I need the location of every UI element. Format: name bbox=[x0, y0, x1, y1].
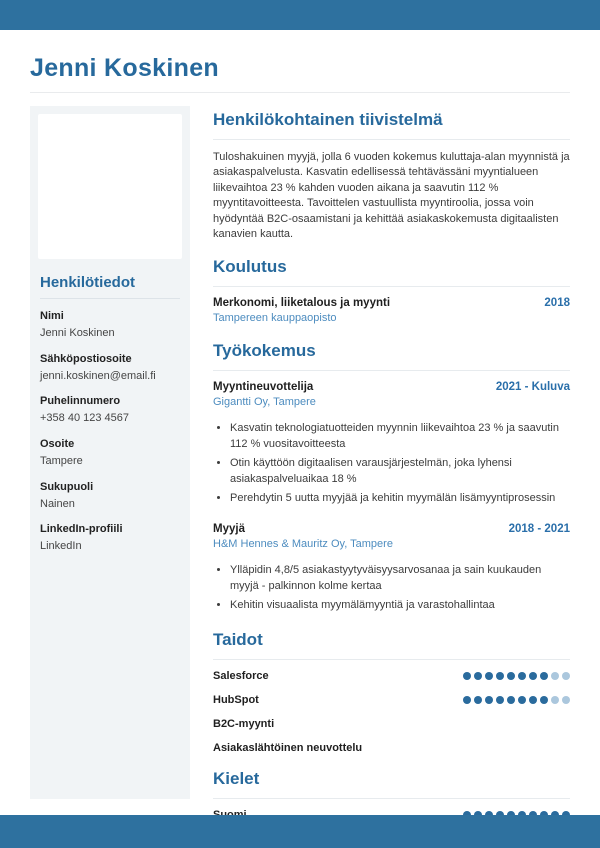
skill-level-dot bbox=[485, 672, 493, 680]
contact-field-label: LinkedIn-profiili bbox=[40, 523, 123, 536]
contact-field-value: +358 40 123 4567 bbox=[40, 412, 130, 425]
contact-field-gender bbox=[40, 480, 180, 512]
skill-level-dot bbox=[474, 696, 482, 704]
skill-level-dot bbox=[551, 696, 559, 704]
experience-entry-head bbox=[213, 381, 570, 393]
skill-dots bbox=[463, 696, 570, 704]
section-title-summary: Henkilökohtainen tiivistelmä bbox=[213, 110, 570, 140]
job-title: Myyjä bbox=[213, 523, 245, 536]
skill-level-dot bbox=[474, 672, 482, 680]
section-experience bbox=[213, 341, 570, 613]
section-title-experience: Työkokemus bbox=[213, 341, 570, 371]
section-title-education: Koulutus bbox=[213, 257, 570, 287]
skill-level-dot bbox=[540, 672, 548, 680]
skill-level-dot bbox=[496, 696, 504, 704]
skill-name: B2C-myynti bbox=[213, 718, 275, 731]
job-bullet: • Kehitin visuaalista myymälämyyntiä ja varastohallintaa bbox=[230, 598, 570, 613]
education-entry-head bbox=[213, 297, 570, 309]
education-date: 2018 bbox=[544, 297, 570, 310]
skill-level-dot bbox=[463, 672, 471, 680]
company-name: Gigantti Oy, Tampere bbox=[213, 396, 316, 409]
skill-level-dot bbox=[518, 696, 526, 704]
main-column bbox=[213, 106, 570, 799]
job-bullet: • Ylläpidin 4,8/5 asiakastyytyväisyysarvosanaa ja sain kuukauden myyjä - palkinnon kolme kertaa bbox=[230, 563, 570, 594]
skill-level-dot bbox=[562, 672, 570, 680]
page-columns bbox=[30, 106, 570, 799]
skill-level-dot bbox=[518, 672, 526, 680]
skill-level-dot bbox=[562, 696, 570, 704]
job-bullet: • Kasvatin teknologiatuotteiden myynnin liikevaihtoa 23 % ja saavutin 112 % vuositavoitteesta bbox=[230, 421, 570, 452]
job-date: 2021 - Kuluva bbox=[495, 381, 570, 394]
job-bullet-list bbox=[213, 421, 570, 506]
candidate-name: Jenni Koskinen bbox=[30, 54, 219, 82]
skill-row bbox=[213, 718, 570, 730]
cv-page bbox=[0, 54, 600, 799]
bottom-accent-bar bbox=[0, 815, 600, 848]
skill-level-dot bbox=[529, 672, 537, 680]
job-date: 2018 - 2021 bbox=[508, 523, 570, 536]
section-languages bbox=[213, 769, 570, 821]
experience-entry bbox=[213, 523, 570, 613]
header-divider bbox=[30, 92, 570, 93]
skill-name: HubSpot bbox=[213, 694, 259, 707]
job-bullet-list bbox=[213, 563, 570, 613]
skill-level-dot bbox=[463, 696, 471, 704]
skill-dots bbox=[463, 672, 570, 680]
education-entry bbox=[213, 297, 570, 324]
company-name: H&M Hennes & Mauritz Oy, Tampere bbox=[213, 538, 393, 551]
contact-field-linkedin bbox=[40, 522, 180, 554]
experience-entry bbox=[213, 381, 570, 506]
section-title-skills: Taidot bbox=[213, 630, 570, 660]
contact-field-label: Nimi bbox=[40, 310, 64, 322]
section-skills bbox=[213, 630, 570, 754]
contact-field-phone bbox=[40, 394, 180, 426]
contact-field-label: Sähköpostiosoite bbox=[40, 352, 132, 365]
job-bullet: • Otin käyttöön digitaalisen varausjärjestelmän, joka lyhensi asiakaspalveluaikaa 18 % bbox=[230, 456, 570, 487]
section-education bbox=[213, 257, 570, 324]
skill-level-dot bbox=[496, 672, 504, 680]
skill-row bbox=[213, 694, 570, 706]
contact-field-name bbox=[40, 309, 180, 341]
profile-photo-placeholder bbox=[38, 114, 182, 259]
skill-level-dot bbox=[529, 696, 537, 704]
skill-level-dot bbox=[507, 696, 515, 704]
top-accent-bar bbox=[0, 0, 600, 30]
skill-name: Asiakaslähtöinen neuvottelu bbox=[213, 742, 363, 755]
contact-field-email bbox=[40, 352, 180, 384]
skill-level-dot bbox=[540, 696, 548, 704]
contact-fields bbox=[40, 309, 180, 554]
section-summary bbox=[213, 110, 570, 242]
skill-level-dot bbox=[507, 672, 515, 680]
contact-field-value: Tampere bbox=[40, 454, 83, 467]
contact-field-value: Jenni Koskinen bbox=[40, 326, 115, 339]
experience-entry-head bbox=[213, 523, 570, 535]
sidebar bbox=[30, 106, 190, 799]
degree-title: Merkonomi, liiketalous ja myynti bbox=[213, 297, 391, 310]
school-name: Tampereen kauppaopisto bbox=[213, 312, 337, 325]
contact-field-value: Nainen bbox=[40, 497, 75, 510]
contact-field-label: Puhelinnumero bbox=[40, 395, 121, 408]
sidebar-title: Henkilötiedot bbox=[40, 274, 180, 299]
skill-name: Salesforce bbox=[213, 670, 269, 683]
skill-level-dot bbox=[485, 696, 493, 704]
job-bullet: • Perehdytin 5 uutta myyjää ja kehitin myymälän lisämyyntiprosessin bbox=[230, 491, 570, 506]
contact-field-label: Sukupuoli bbox=[40, 480, 94, 493]
section-title-languages: Kielet bbox=[213, 769, 570, 799]
skill-row bbox=[213, 670, 570, 682]
linkedin-link[interactable]: LinkedIn bbox=[40, 540, 82, 553]
skill-row bbox=[213, 742, 570, 754]
contact-field-value: jenni.koskinen@email.fi bbox=[40, 369, 156, 382]
contact-field-address bbox=[40, 437, 180, 469]
job-title: Myyntineuvottelija bbox=[213, 381, 314, 394]
summary-text: Tuloshakuinen myyjä, jolla 6 vuoden kokemus kuluttaja-alan myynnistä ja asiakaspalvelusta. Kasvatin edellisessä tehtävässäni myyntialueen liikevaihtoa 23 % kahden vuoden aikana ja saavutin 112 % myyntitavoitteesta. Tavoittelen vastuullista myyntiroolia, jossa voin hyödyntää B2C-osaamistani ja kehittää asiakaskokemusta digitaalisten kanavien kautta. bbox=[213, 151, 570, 240]
contact-field-label: Osoite bbox=[40, 438, 75, 451]
skill-level-dot bbox=[551, 672, 559, 680]
